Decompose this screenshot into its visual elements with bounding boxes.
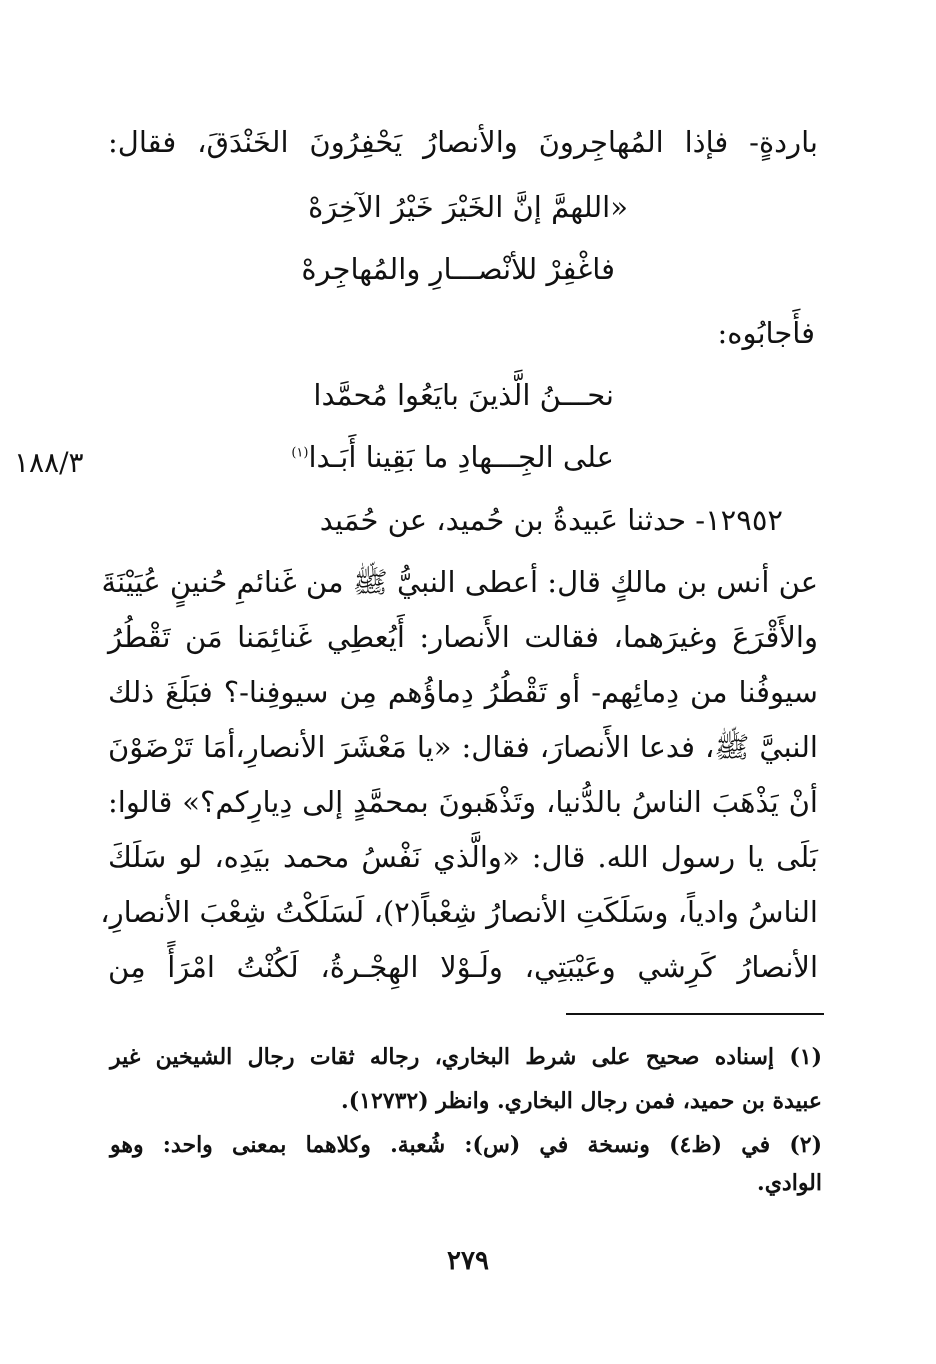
verse-1a: «اللهمَّ إنَّ الخَيْرَ خَيْرُ الآخِرَهْ xyxy=(308,190,628,224)
hadith-line-8: الأنصارُ كَرِشي وعَيْبَتِي، ولَـوْلا الهِجْـرةُ، لَكُنْتُ امْرَأً مِن xyxy=(108,950,818,984)
hadith-line-6: بَلَى يا رسول الله. قال: «والَّذي نَفْسُ محمد بيَدِه، لو سَلَكَ xyxy=(108,840,818,874)
verse-2b-text: على الجِـــهادِ ما بَقِينا أَبَـدا xyxy=(308,440,614,474)
hadith-line-2: والأَقْرَعَ وغيرَهما، فقالت الأَنصار: أَيُعطِي غَنائِمَنا مَن تَقْطُرُ xyxy=(108,620,818,654)
footnote-marker-1: (١) xyxy=(291,445,309,461)
footnote-1-line-1: (١) إسناده صحيح على شرط البخاري، رجاله ثقات رجال الشيخين غير xyxy=(110,1044,822,1070)
margin-volume-reference: ١٨٨/٣ xyxy=(14,446,84,479)
body-line-1: باردةٍ- فإذا المُهاجِرونَ والأنصارُ يَحْفِرُونَ الخَنْدَقَ، فقال: xyxy=(108,125,818,159)
reply-intro: فأَجابُوه: xyxy=(717,316,815,350)
hadith-line-7: الناسُ وادياً، وسَلَكَتِ الأنصارُ شِعْباً(٢)، لَسَلَكْتُ شِعْبَ الأنصارِ، xyxy=(100,895,818,929)
footnote-1-line-2: عبيدة بن حميد، فمن رجال البخاري. وانظر (١٢٧٣٢). xyxy=(341,1088,822,1114)
hadith-line-5: أنْ يَذْهَبَ الناسُ بالدُّنيا، وتَذْهَبونَ بمحمَّدٍ إلى دِيارِكم؟» قالوا: xyxy=(108,785,818,819)
page-number: ٢٧٩ xyxy=(447,1246,489,1276)
footnote-2-line-1: (٢) في (ظ٤) ونسخة في (س): شُعبة. وكلاهما بمعنى واحد: وهو xyxy=(110,1132,822,1158)
verse-2a: نحـــنُ الَّذينَ بايَعُوا مُحمَّدا xyxy=(313,378,614,412)
verse-1b: فاغْفِرْ للأنْصـــارِ والمُهاجِرهْ xyxy=(301,252,615,286)
footnote-2-line-2: الوادي. xyxy=(757,1170,822,1196)
hadith-line-1: عن أنس بن مالكٍ قال: أعطى النبيُّ ﷺ من غَنائمِ حُنينٍ عُيَيْنَةَ xyxy=(101,565,818,599)
hadith-line-4: النبيَّ ﷺ، فدعا الأَنصارَ، فقال: «يا مَعْشَرَ الأنصارِ،أمَا تَرْضَوْنَ xyxy=(108,730,818,764)
verse-2b xyxy=(291,437,614,477)
hadith-line-3: سيوفُنا من دِمائِهم- أو تَقْطُرُ دِماؤُهم مِن سيوفِنا-؟ فبَلَغَ ذلك xyxy=(108,675,818,709)
hadith-header: ١٢٩٥٢- حدثنا عَبيدةُ بن حُميد، عن حُمَيد xyxy=(319,503,783,537)
footnote-separator xyxy=(566,1013,824,1015)
